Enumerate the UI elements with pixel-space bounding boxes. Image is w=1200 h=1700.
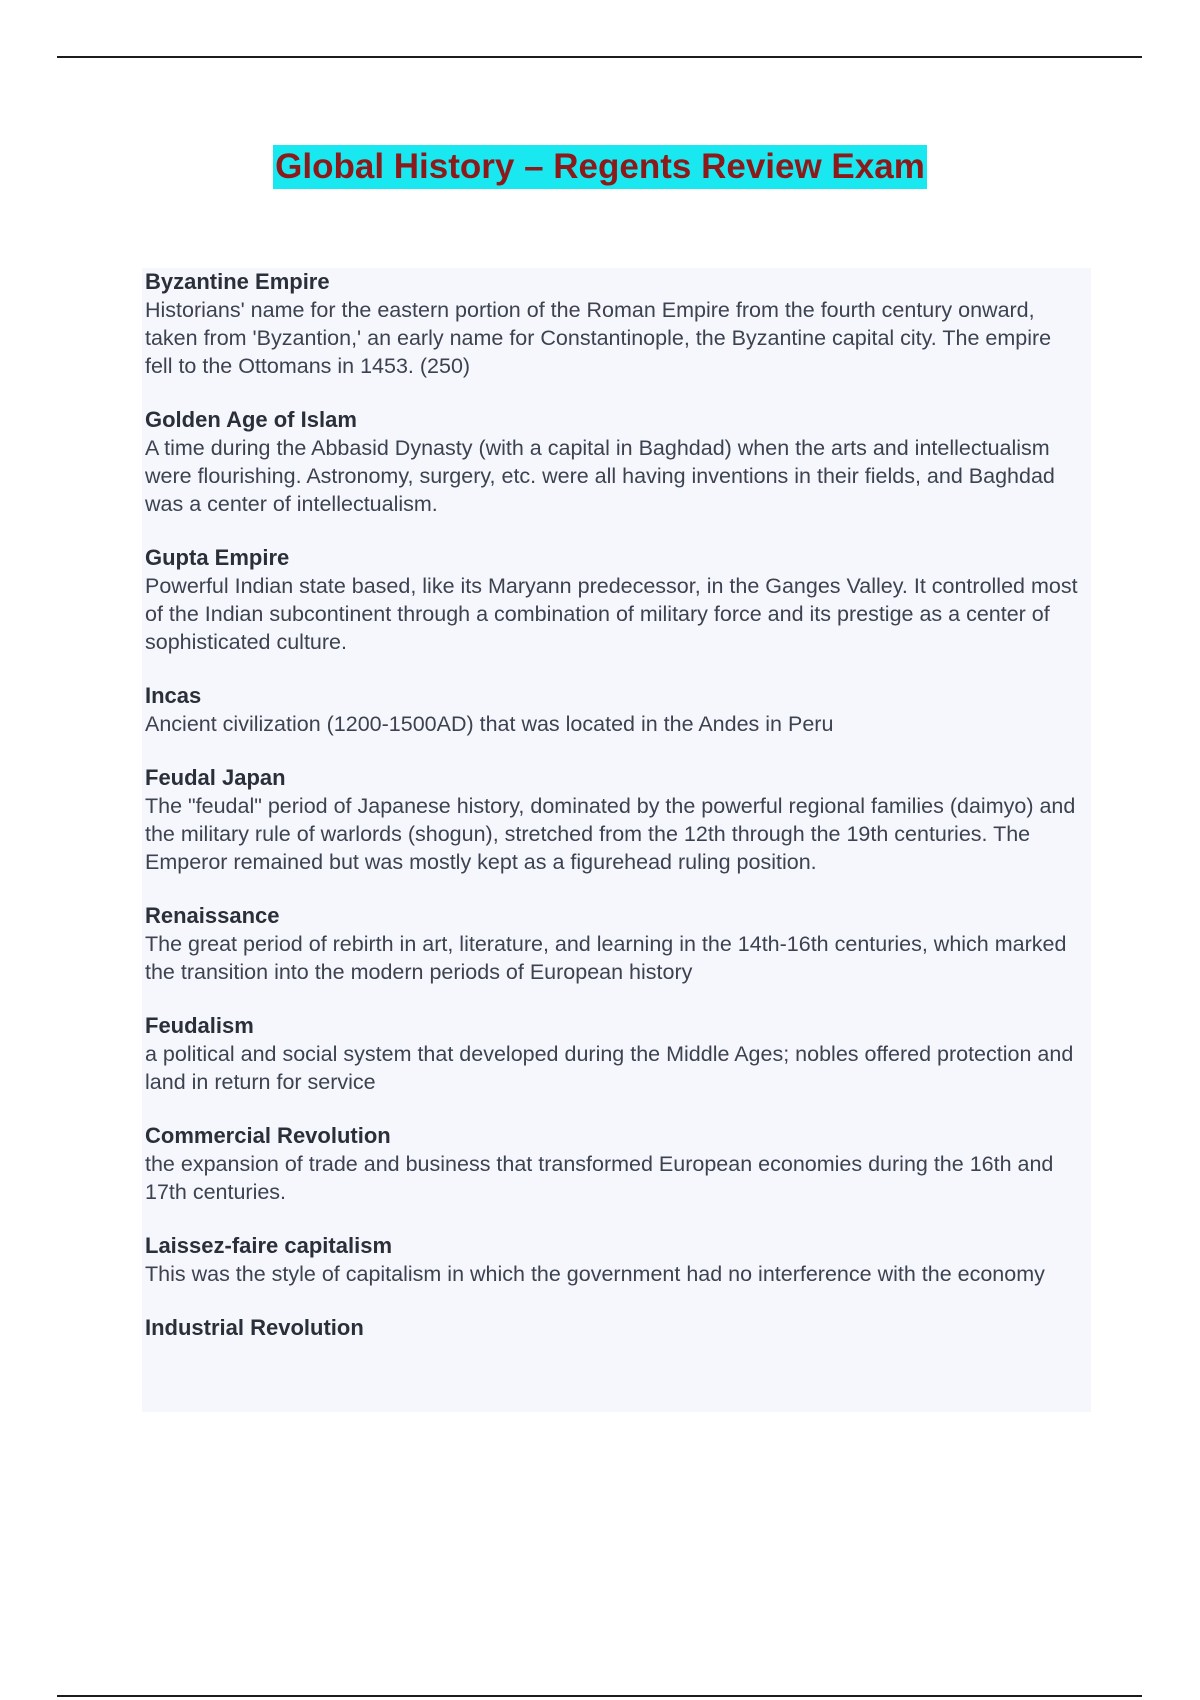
term-entry [145,764,1083,876]
term-name: Commercial Revolution [145,1123,391,1148]
term-name: Feudalism [145,1013,254,1038]
term-name: Byzantine Empire [145,269,330,294]
term-definition: This was the style of capitalism in which the government had no interference with the economy [145,1262,1045,1286]
term-name: Laissez-faire capitalism [145,1233,393,1258]
document-title: Global History – Regents Review Exam [273,145,927,189]
title-container [0,145,1200,189]
term-entry [145,544,1083,656]
term-definition: a political and social system that developed during the Middle Ages; nobles offered protection and land in return for service [145,1042,1074,1094]
term-definition: Historians' name for the eastern portion of the Roman Empire from the fourth century onward, taken from 'Byzantion,' an early name for Constantinople, the Byzantine capital city. The empire fell to the Ottomans in 1453. (250) [145,298,1052,378]
term-name: Renaissance [145,903,280,928]
term-name: Gupta Empire [145,545,290,570]
term-name: Industrial Revolution [145,1315,364,1340]
footer-rule [57,1695,1142,1697]
term-entry [145,406,1083,518]
term-name: Feudal Japan [145,765,286,790]
term-entry [145,1232,1083,1288]
term-definition: The "feudal" period of Japanese history, dominated by the powerful regional families (daimyo) and the military rule of warlords (shogun), stretched from the 12th through the 19th centuries. The Emperor remained but was mostly kept as a figurehead ruling position. [145,794,1076,874]
term-name: Golden Age of Islam [145,407,357,432]
term-entry [145,1122,1083,1206]
term-definition: the expansion of trade and business that transformed European economies during the 16th and 17th centuries. [145,1152,1054,1204]
term-definition: Powerful Indian state based, like its Maryann predecessor, in the Ganges Valley. It controlled most of the Indian subcontinent through a combination of military force and its prestige as a center of sophisticated culture. [145,574,1078,654]
header-rule [57,56,1142,58]
term-definition: The great period of rebirth in art, literature, and learning in the 14th-16th centuries, which marked the transition into the modern periods of European history [145,932,1067,984]
term-entry [145,682,1083,738]
term-entry [145,268,1083,380]
term-name: Incas [145,683,202,708]
terms-list [142,268,1091,1412]
term-entry [145,902,1083,986]
term-definition: A time during the Abbasid Dynasty (with a capital in Baghdad) when the arts and intellectualism were flourishing. Astronomy, surgery, etc. were all having inventions in their fields, and Baghdad was a center of intellectualism. [145,436,1055,516]
term-definition: Ancient civilization (1200-1500AD) that was located in the Andes in Peru [145,712,834,736]
term-entry [145,1314,1083,1342]
term-entry [145,1012,1083,1096]
